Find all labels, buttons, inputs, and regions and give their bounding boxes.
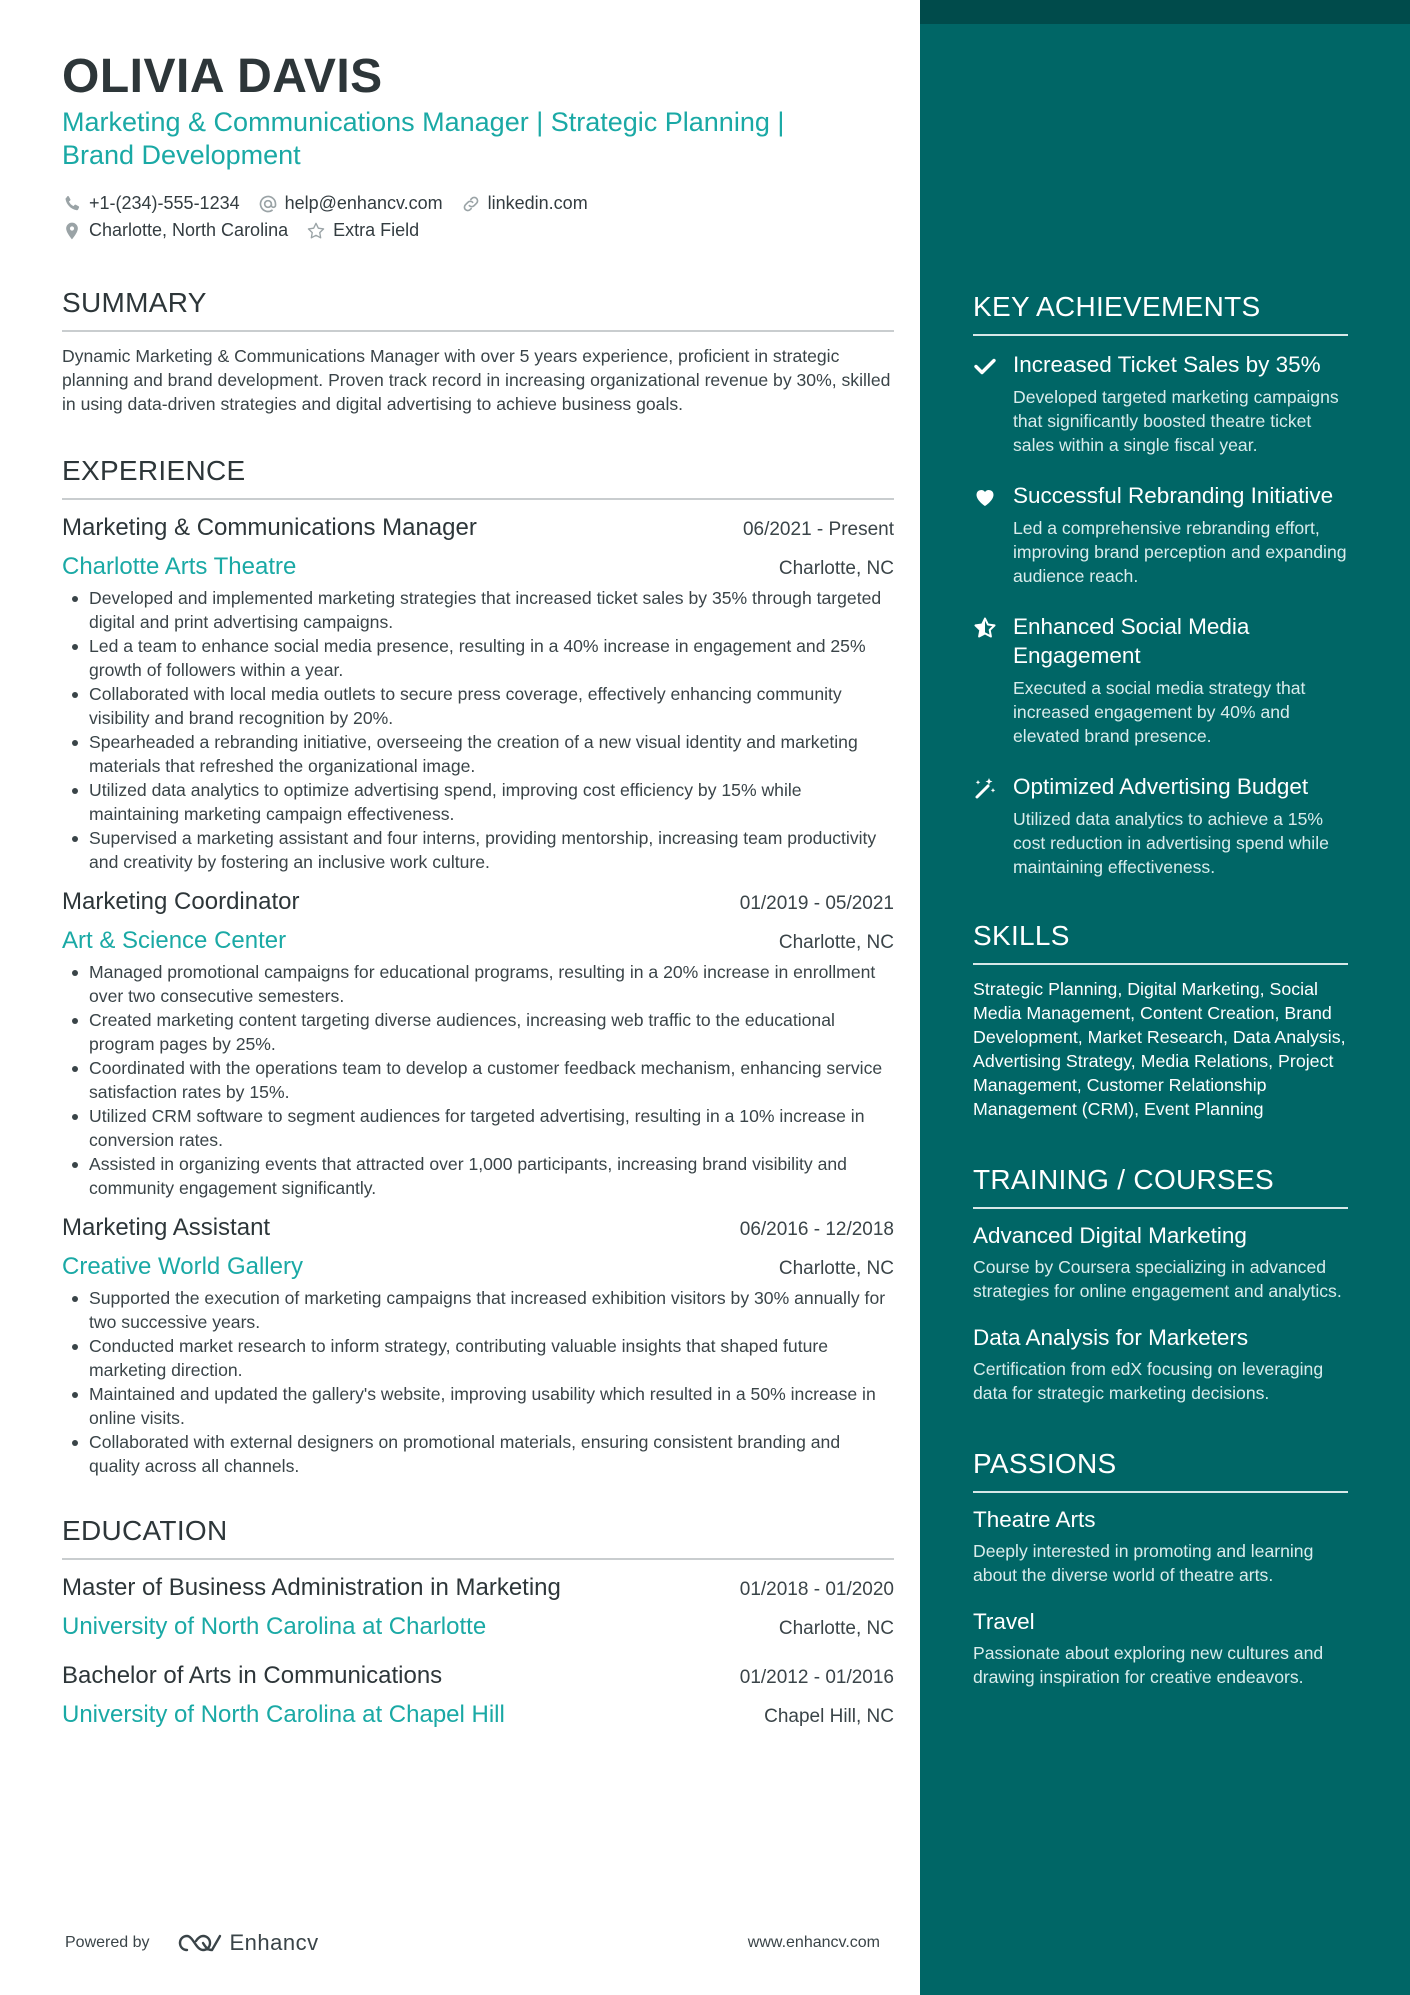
achievement-description: Utilized data analytics to achieve a 15% cost reduction in advertising spend while maintaining effectiveness.	[1013, 809, 1329, 877]
contact-info	[62, 190, 894, 244]
experience-section	[62, 454, 894, 1478]
job-bullet: Collaborated with local media outlets to secure press coverage, effectively enhancing community visibility and brand recognition by 20%.	[62, 682, 894, 730]
check-icon	[973, 354, 997, 378]
job-header	[62, 1212, 894, 1244]
degree: Master of Business Administration in Marketing	[62, 1574, 561, 1601]
extra-contact	[306, 220, 419, 241]
job-date: 06/2021 - Present	[742, 519, 894, 540]
job-title: Marketing Coordinator	[62, 888, 300, 915]
summary-text: Dynamic Marketing & Communications Manager with over 5 years experience, proficient in strategic planning and brand development. Proven track record in increasing organizational revenue by 30%, skilled in using data-driven strategies and digital advertising to achieve business goals.	[62, 346, 891, 414]
contact-row-1	[62, 190, 894, 217]
education-header	[62, 1660, 894, 1692]
job-header	[62, 886, 894, 918]
at-icon	[258, 194, 278, 214]
location-text: Charlotte, North Carolina	[89, 220, 289, 240]
job-date: 06/2016 - 12/2018	[739, 1219, 894, 1240]
passion-item-title: Theatre Arts	[973, 1507, 1096, 1532]
achievement-body	[1013, 350, 1348, 457]
skills-text: Strategic Planning, Digital Marketing, Social Media Management, Content Creation, Brand Development, Market Research, Data Analysis, Advertising Strategy, Media Relations, Project Management, Customer Relationship Management (CRM), Event Planning	[973, 979, 1346, 1119]
training-item-title: Advanced Digital Marketing	[973, 1223, 1247, 1248]
headline: Marketing & Communications Manager | Strategic Planning | Brand Development	[62, 107, 785, 170]
job-subheader	[62, 926, 894, 956]
education-subheader	[62, 1612, 894, 1642]
achievement-description: Led a comprehensive rebranding effort, improving brand perception and expanding audience reach.	[1013, 518, 1347, 586]
achievement-title: Successful Rebranding Initiative	[1013, 483, 1334, 508]
job-entry	[62, 1212, 894, 1478]
skills-title: SKILLS	[973, 919, 1348, 965]
job-subheader	[62, 1252, 894, 1282]
training-section	[973, 1163, 1348, 1405]
job-entry	[62, 512, 894, 874]
location-contact	[62, 220, 288, 241]
company-name: Art & Science Center	[62, 927, 287, 954]
job-location: Charlotte, NC	[778, 1258, 894, 1279]
star-icon	[973, 616, 997, 640]
job-bullet: Utilized CRM software to segment audiences for targeted advertising, resulting in a 10% increase in conversion rates.	[62, 1104, 894, 1152]
enhancv-logo-icon	[176, 1930, 224, 1956]
training-title: TRAINING / COURSES	[973, 1163, 1348, 1209]
company-name: Charlotte Arts Theatre	[62, 553, 297, 580]
job-entry	[62, 886, 894, 1200]
heart-icon	[973, 485, 997, 509]
education-section	[62, 1514, 894, 1730]
education-entry	[62, 1572, 894, 1642]
training-item-description: Certification from edX focusing on leveraging data for strategic marketing decisions.	[973, 1359, 1324, 1403]
job-bullet: Led a team to enhance social media presence, resulting in a 40% increase in engagement and 25% growth of followers within a year.	[62, 634, 894, 682]
powered-by	[65, 1930, 319, 1956]
school-location: Chapel Hill, NC	[764, 1706, 894, 1727]
achievement-body	[1013, 481, 1348, 588]
brand-name: Enhancv	[229, 1930, 319, 1955]
job-bullet: Supervised a marketing assistant and four interns, providing mentorship, increasing team productivity and creativity by fostering an inclusive work culture.	[62, 826, 894, 874]
job-subheader	[62, 552, 894, 582]
job-date: 01/2019 - 05/2021	[739, 893, 894, 914]
school-name: University of North Carolina at Chapel Hill	[62, 1701, 505, 1728]
job-bullet: Coordinated with the operations team to develop a customer feedback mechanism, enhancing service satisfaction rates by 15%.	[62, 1056, 894, 1104]
job-header	[62, 512, 894, 544]
powered-by-label: Powered by	[65, 1934, 150, 1951]
job-bullet: Maintained and updated the gallery's website, improving usability which resulted in a 50% increase in online visits.	[62, 1382, 894, 1430]
passions-section	[973, 1447, 1348, 1689]
job-bullet: Developed and implemented marketing strategies that increased ticket sales by 35% through targeted digital and print advertising campaigns.	[62, 586, 894, 634]
job-bullet: Managed promotional campaigns for educational programs, resulting in a 20% increase in enrollment over two consecutive semesters.	[62, 960, 894, 1008]
job-bullets	[62, 1286, 894, 1478]
candidate-name: OLIVIA DAVIS	[62, 50, 383, 103]
achievement-title: Optimized Advertising Budget	[1013, 774, 1309, 799]
achievement-description: Developed targeted marketing campaigns that significantly boosted theatre ticket sales within a single fiscal year.	[1013, 387, 1339, 455]
sidebar-top-band	[920, 0, 1410, 24]
achievement-description: Executed a social media strategy that increased engagement by 40% and elevated brand presence.	[1013, 678, 1306, 746]
training-item	[973, 1221, 1348, 1303]
magic-wand-icon	[973, 776, 997, 800]
job-bullet: Utilized data analytics to optimize advertising spend, improving cost efficiency by 15% while maintaining marketing campaign effectiveness.	[62, 778, 894, 826]
passion-item-title: Travel	[973, 1609, 1035, 1634]
job-location: Charlotte, NC	[778, 932, 894, 953]
education-date: 01/2018 - 01/2020	[739, 1579, 894, 1600]
job-bullets	[62, 960, 894, 1200]
passion-item-description: Passionate about exploring new cultures and drawing inspiration for creative endeavors.	[973, 1643, 1324, 1687]
phone-icon	[62, 194, 82, 214]
achievement-title: Enhanced Social Media Engagement	[1013, 614, 1250, 668]
phone-contact	[62, 193, 240, 214]
link-icon	[461, 194, 481, 214]
job-location: Charlotte, NC	[778, 558, 894, 579]
job-bullet: Spearheaded a rebranding initiative, overseeing the creation of a new visual identity and marketing materials that refreshed the organizational image.	[62, 730, 894, 778]
star-outline-icon	[306, 221, 326, 241]
degree: Bachelor of Arts in Communications	[62, 1662, 443, 1689]
training-item-description: Course by Coursera specializing in advanced strategies for online engagement and analytics.	[973, 1257, 1342, 1301]
job-bullet: Collaborated with external designers on promotional materials, ensuring consistent branding and quality across all channels.	[62, 1430, 894, 1478]
achievements-section	[973, 290, 1348, 879]
summary-section	[62, 286, 894, 416]
achievement-item	[973, 612, 1348, 748]
achievements-title: KEY ACHIEVEMENTS	[973, 290, 1348, 336]
education-header	[62, 1572, 894, 1604]
achievement-item	[973, 350, 1348, 457]
job-bullet: Assisted in organizing events that attracted over 1,000 participants, increasing brand visibility and community engagement significantly.	[62, 1152, 894, 1200]
map-pin-icon	[62, 221, 82, 241]
experience-title: EXPERIENCE	[62, 454, 894, 500]
education-entry	[62, 1660, 894, 1730]
job-title: Marketing Assistant	[62, 1214, 271, 1241]
email-text[interactable]: help@enhancv.com	[284, 193, 443, 213]
skills-section	[973, 919, 1348, 1121]
achievement-body	[1013, 772, 1348, 879]
passion-item	[973, 1505, 1348, 1587]
job-bullet: Created marketing content targeting diverse audiences, increasing web traffic to the educational program pages by 25%.	[62, 1008, 894, 1056]
education-date: 01/2012 - 01/2016	[739, 1667, 894, 1688]
education-subheader	[62, 1700, 894, 1730]
school-name: University of North Carolina at Charlotte	[62, 1613, 487, 1640]
achievement-item	[973, 481, 1348, 588]
phone-text: +1-(234)-555-1234	[89, 193, 240, 213]
job-bullet: Supported the execution of marketing campaigns that increased exhibition visitors by 30% annually for two successive years.	[62, 1286, 894, 1334]
extra-text: Extra Field	[333, 220, 420, 240]
job-bullets	[62, 586, 894, 874]
job-bullet: Conducted market research to inform strategy, contributing valuable insights that shaped future marketing direction.	[62, 1334, 894, 1382]
summary-title: SUMMARY	[62, 286, 894, 332]
achievement-body	[1013, 612, 1348, 748]
footer	[65, 1926, 880, 1960]
education-title: EDUCATION	[62, 1514, 894, 1560]
passion-item	[973, 1607, 1348, 1689]
school-location: Charlotte, NC	[778, 1618, 894, 1639]
email-contact[interactable]	[258, 193, 443, 214]
achievement-item	[973, 772, 1348, 879]
job-title: Marketing & Communications Manager	[62, 514, 477, 541]
training-item	[973, 1323, 1348, 1405]
passions-title: PASSIONS	[973, 1447, 1348, 1493]
enhancv-logo[interactable]	[176, 1930, 319, 1956]
achievement-title: Increased Ticket Sales by 35%	[1013, 352, 1321, 377]
contact-row-2	[62, 217, 894, 244]
company-name: Creative World Gallery	[62, 1253, 303, 1280]
passion-item-description: Deeply interested in promoting and learning about the diverse world of theatre arts.	[973, 1541, 1314, 1585]
linkedin-text[interactable]: linkedin.com	[487, 193, 588, 213]
linkedin-contact[interactable]	[461, 193, 588, 214]
website-link[interactable]: www.enhancv.com	[747, 1934, 880, 1951]
training-item-title: Data Analysis for Marketers	[973, 1325, 1249, 1350]
sidebar-column	[920, 0, 1410, 1995]
